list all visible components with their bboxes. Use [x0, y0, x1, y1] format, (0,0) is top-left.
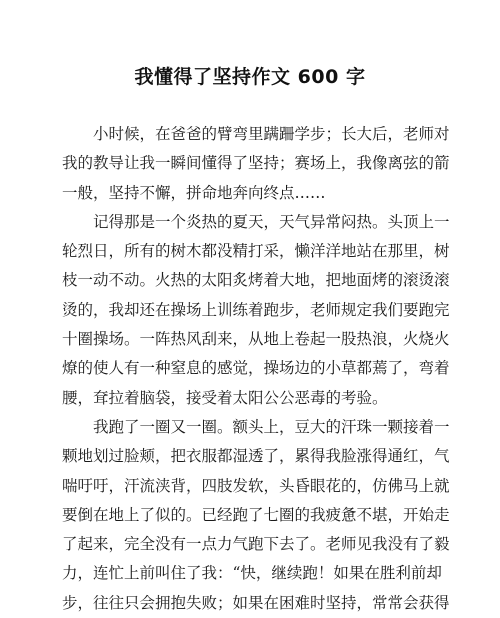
text-line: 我的教导让我一瞬间懂得了坚持；赛场上，我像离弦的箭: [62, 154, 450, 173]
text-line: 记得那是一个炎热的夏天，天气异常闷热。头顶上一: [93, 212, 450, 231]
text-line: 了起来，完全没有一点力气跑下去了。老师见我没有了毅: [62, 535, 450, 554]
text-line: 枝一动不动。火热的太阳炙烤着大地，把地面烤的滚烫滚: [62, 271, 450, 290]
essay-title: 我懂得了坚持作文 600 字: [134, 66, 366, 88]
text-line: 颗地划过脸颊，把衣服都湿透了，累得我脸涨得通红，气: [62, 447, 450, 466]
text-line: 喘吁吁，汗流浃背，四肢发软，头昏眼花的，仿佛马上就: [62, 476, 450, 495]
text-line: 小时候，在爸爸的臂弯里蹒跚学步；长大后，老师对: [93, 125, 450, 143]
text-line: 十圈操场。一阵热风刮来，从地上卷起一股热浪，火烧火: [62, 330, 450, 349]
text-line: 力，连忙上前叫住了我：“快，继续跑！如果在胜利前却: [62, 564, 442, 583]
text-line: 我跑了一圈又一圈。额头上，豆大的汗珠一颗接着一: [93, 417, 450, 436]
text-line: 一般，坚持不懈，拼命地奔向终点……: [62, 183, 326, 202]
text-line: 腰，耷拉着脑袋，接受着太阳公公恶毒的考验。: [62, 388, 388, 407]
text-line: 轮烈日，所有的树木都没精打采，懒洋洋地站在那里，树: [62, 242, 450, 261]
text-line: 步，往往只会拥抱失败；如果在困难时坚持，常常会获得: [62, 593, 450, 612]
text-line: 燎的使人有一种窒息的感觉，操场边的小草都蔫了，弯着: [62, 359, 450, 378]
text-line: 烫的，我却还在操场上训练着跑步，老师规定我们要跑完: [62, 300, 450, 319]
text-line: 要倒在地上了似的。已经跑了七圈的我疲惫不堪，开始走: [62, 505, 450, 524]
essay-body: [62, 120, 450, 618]
